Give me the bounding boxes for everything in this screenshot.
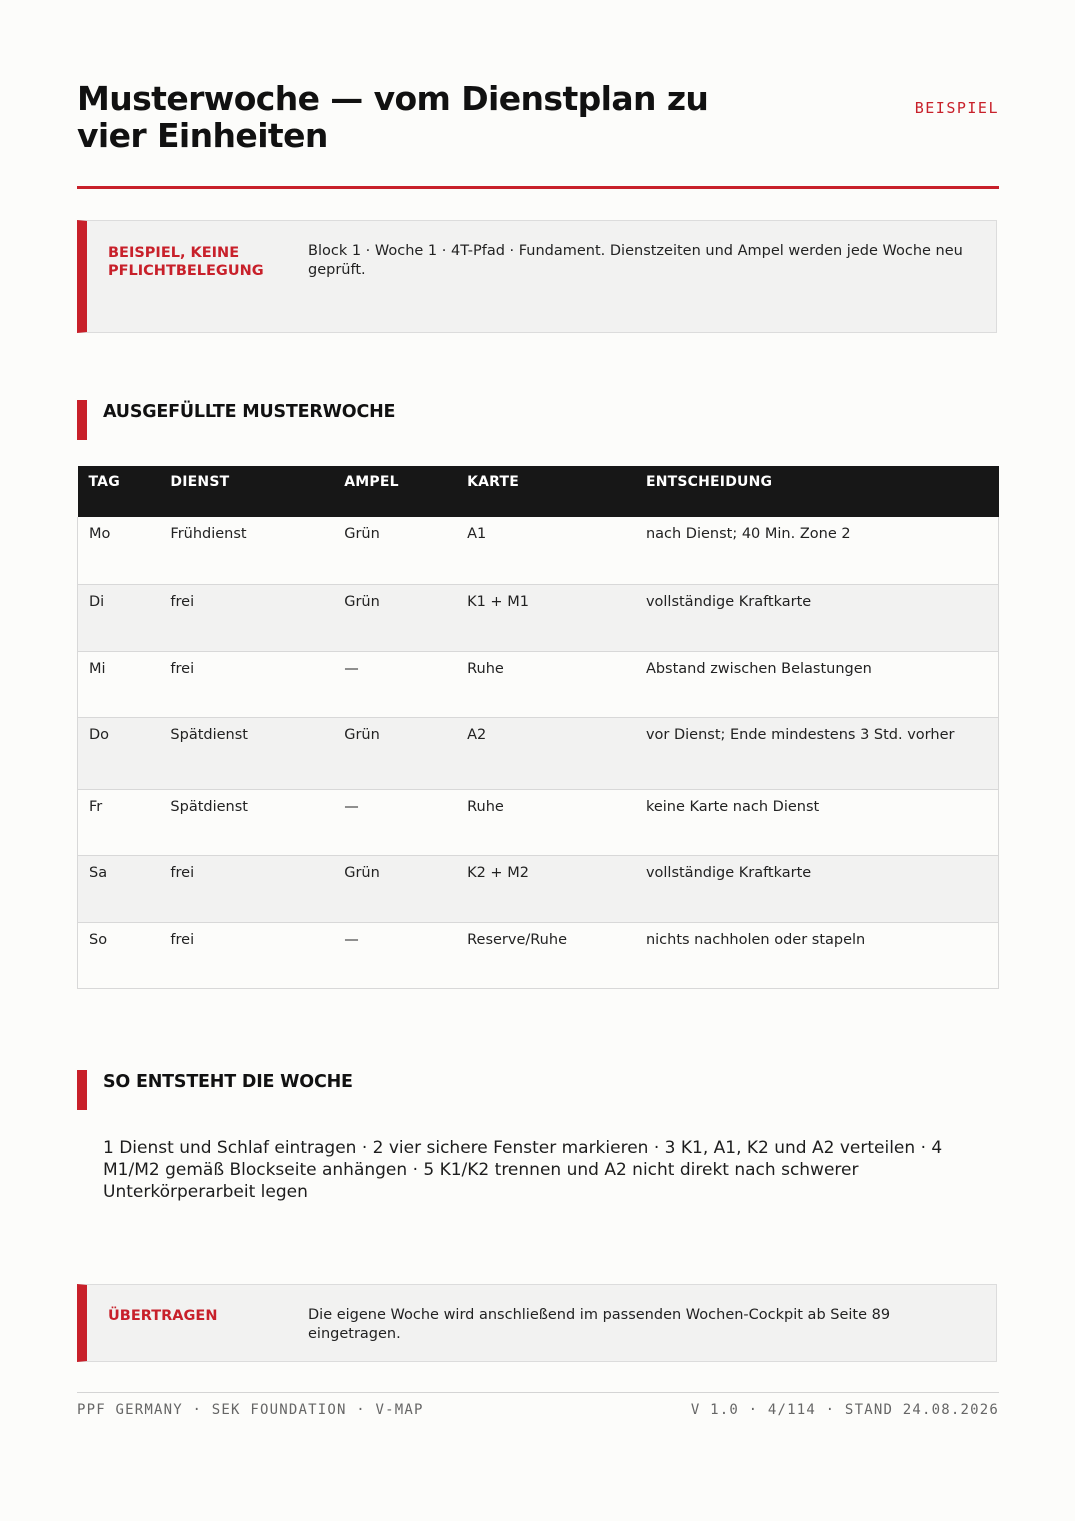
cell-dienst: Spätdienst [159,717,333,789]
cell-entscheidung: vollständige Kraftkarte [635,855,999,922]
footer-publisher: PPF GERMANY · SEK FOUNDATION · V-MAP [77,1402,424,1418]
section-accent-bar [77,1070,87,1110]
page-title: Musterwoche — vom Dienstplan zu vier Einheiten [77,79,709,155]
cell-ampel: — [333,789,456,855]
column-header-dienst: DIENST [159,466,333,517]
column-header-tag: TAG [78,466,160,517]
cell-entscheidung: vor Dienst; Ende mindestens 3 Std. vorher [635,717,999,789]
column-header-karte: KARTE [456,466,635,517]
section-accent-bar [77,400,87,440]
cell-entscheidung: keine Karte nach Dienst [635,789,999,855]
cell-dienst: frei [159,651,333,717]
cell-karte: Reserve/Ruhe [456,922,635,988]
cell-karte: K2 + M2 [456,855,635,922]
column-header-ampel: AMPEL [333,466,456,517]
cell-dienst: frei [159,855,333,922]
cell-entscheidung: Abstand zwischen Belastungen [635,651,999,717]
table-row [78,651,999,717]
cell-ampel: — [333,651,456,717]
cell-dienst: Spätdienst [159,789,333,855]
cell-ampel: — [333,922,456,988]
cell-tag: Mo [78,517,160,584]
table-row [78,717,999,789]
example-tag: BEISPIEL [914,99,999,117]
column-header-entscheidung: ENTSCHEIDUNG [635,466,999,517]
cell-tag: Fr [78,789,160,855]
cell-entscheidung: vollständige Kraftkarte [635,584,999,651]
cell-dienst: frei [159,584,333,651]
footer-version: V 1.0 · 4/114 · STAND 24.08.2026 [690,1402,999,1418]
cell-tag: Sa [78,855,160,922]
cell-karte: Ruhe [456,651,635,717]
cell-tag: So [78,922,160,988]
cell-ampel: Grün [333,717,456,789]
section-title-plan: AUSGEFÜLLTE MUSTERWOCHE [103,402,396,422]
cell-dienst: frei [159,922,333,988]
intro-callout-label: BEISPIEL, KEINE PFLICHTBELEGUNG [108,245,264,279]
week-plan-table [77,466,999,989]
cell-karte: Ruhe [456,789,635,855]
cell-ampel: Grün [333,517,456,584]
table-row [78,517,999,584]
cell-karte: A1 [456,517,635,584]
cell-tag: Di [78,584,160,651]
cell-entscheidung: nach Dienst; 40 Min. Zone 2 [635,517,999,584]
cell-karte: A2 [456,717,635,789]
table-row [78,789,999,855]
table-row [78,855,999,922]
document-page [77,0,999,1521]
intro-callout [77,220,997,333]
intro-callout-text: Block 1 · Woche 1 · 4T-Pfad · Fundament. Dienstzeiten und Ampel werden jede Woche neu geprüft. [308,243,963,278]
section-title-steps: SO ENTSTEHT DIE WOCHE [103,1072,353,1092]
cell-entscheidung: nichts nachholen oder stapeln [635,922,999,988]
cell-dienst: Frühdienst [159,517,333,584]
cell-karte: K1 + M1 [456,584,635,651]
page-header [77,80,999,189]
cell-ampel: Grün [333,855,456,922]
transfer-callout-text: Die eigene Woche wird anschließend im passenden Wochen-Cockpit ab Seite 89 eingetragen. [308,1307,891,1342]
transfer-callout-label: ÜBERTRAGEN [108,1308,218,1324]
cell-ampel: Grün [333,584,456,651]
cell-tag: Mi [78,651,160,717]
cell-tag: Do [78,717,160,789]
transfer-callout [77,1284,997,1362]
table-row [78,584,999,651]
table-header-row [78,466,999,517]
table-row [78,922,999,988]
steps-paragraph: 1 Dienst und Schlaf eintragen · 2 vier sichere Fenster markieren · 3 K1, A1, K2 und A2 verteilen · 4 M1/M2 gemäß Blockseite anhängen · 5 K1/K2 trennen und A2 nicht direkt nach schwerer Unterkörperarbeit legen [103,1138,943,1202]
page-footer [77,1392,999,1418]
